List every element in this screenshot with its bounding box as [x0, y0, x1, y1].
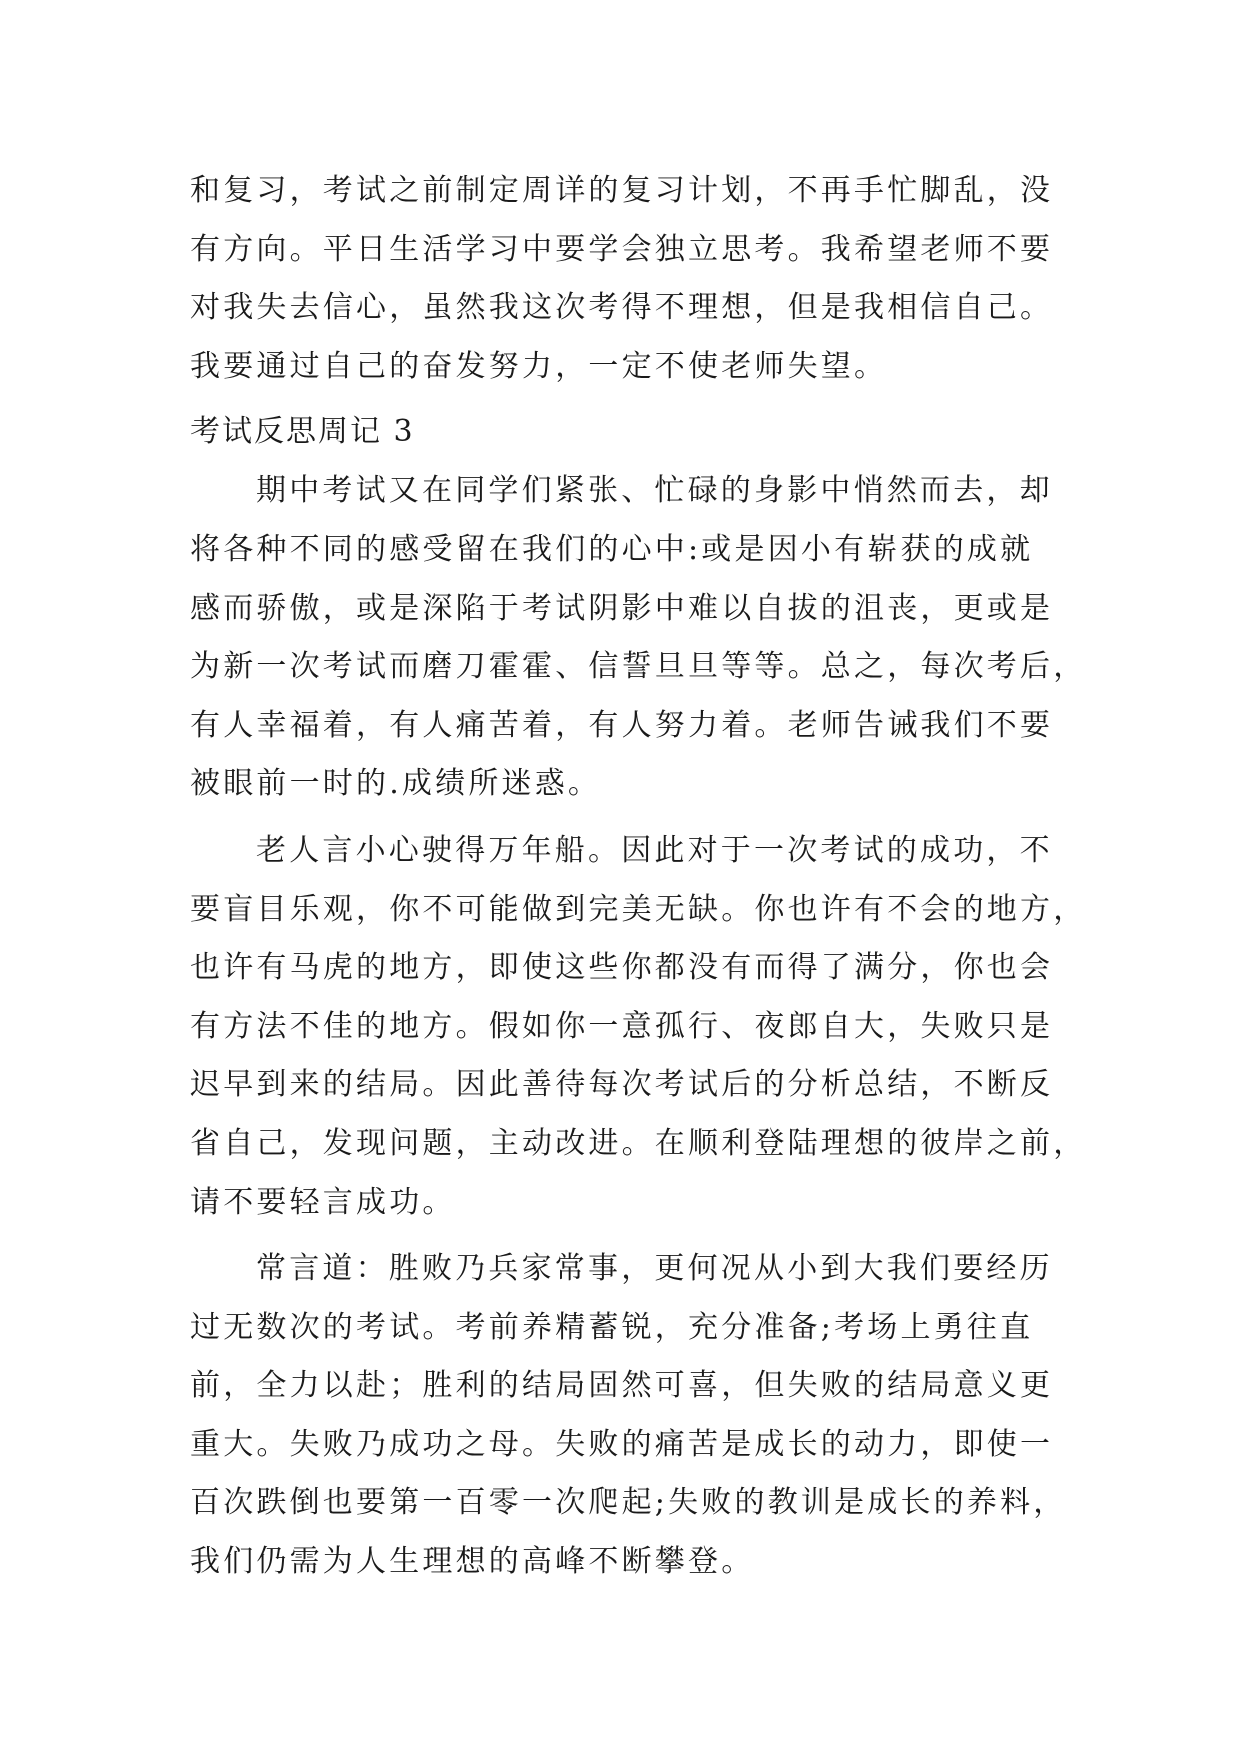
paragraph-1 — [190, 462, 1087, 814]
text-line: 有方向。平日生活学习中要学会独立思考。我希望老师不要 — [190, 231, 1054, 267]
paragraph-3 — [190, 1240, 1067, 1592]
text-line: 对我失去信心，虽然我这次考得不理想，但是我相信自己。 — [190, 290, 1054, 326]
text-line: 也许有马虎的地方，即使这些你都没有而得了满分，你也会 — [190, 950, 1054, 986]
text-line: 我们仍需为人生理想的高峰不断攀登。 — [190, 1544, 755, 1580]
text-line: 请不要轻言成功。 — [190, 1184, 456, 1220]
text-line: 被眼前一时的.成绩所迷惑。 — [190, 766, 602, 802]
document-body — [190, 162, 1087, 1600]
text-line: 重大。失败乃成功之母。失败的痛苦是成长的动力，即使一 — [190, 1426, 1054, 1462]
text-line: 百次跌倒也要第一百零一次爬起;失败的教训是成长的养料， — [190, 1485, 1067, 1521]
text-line: 迟早到来的结局。因此善待每次考试后的分析总结，不断反 — [190, 1067, 1054, 1103]
text-line: 我要通过自己的奋发努力，一定不使老师失望。 — [190, 348, 888, 384]
text-line: 为新一次考试而磨刀霍霍、信誓旦旦等等。总之，每次考后， — [190, 649, 1087, 685]
paragraph-2 — [190, 822, 1087, 1232]
text-line: 期中考试又在同学们紧张、忙碌的身影中悄然而去，却 — [256, 473, 1053, 509]
text-line: 感而骄傲，或是深陷于考试阴影中难以自拔的沮丧，更或是 — [190, 590, 1054, 626]
continuation-paragraph — [190, 162, 1054, 396]
text-line: 要盲目乐观，你不可能做到完美无缺。你也许有不会的地方， — [190, 891, 1087, 927]
text-line: 和复习，考试之前制定周详的复习计划，不再手忙脚乱，没 — [190, 173, 1054, 208]
section-heading: 考试反思周记 3 — [190, 414, 415, 450]
text-line: 过无数次的考试。考前养精蓄锐，充分准备;考场上勇往直 — [190, 1309, 1034, 1345]
text-line: 将各种不同的感受留在我们的心中:或是因小有崭获的成就 — [190, 531, 1034, 567]
text-line: 省自己，发现问题，主动改进。在顺利登陆理想的彼岸之前， — [190, 1125, 1087, 1161]
text-line: 有方法不佳的地方。假如你一意孤行、夜郎自大，失败只是 — [190, 1008, 1054, 1044]
text-line: 前，全力以赴；胜利的结局固然可喜，但失败的结局意义更 — [190, 1368, 1054, 1404]
text-line: 有人幸福着，有人痛苦着，有人努力着。老师告诫我们不要 — [190, 707, 1054, 743]
text-line: 老人言小心驶得万年船。因此对于一次考试的成功，不 — [256, 832, 1053, 868]
text-line: 常言道：胜败乃兵家常事，更何况从小到大我们要经历 — [256, 1251, 1053, 1287]
